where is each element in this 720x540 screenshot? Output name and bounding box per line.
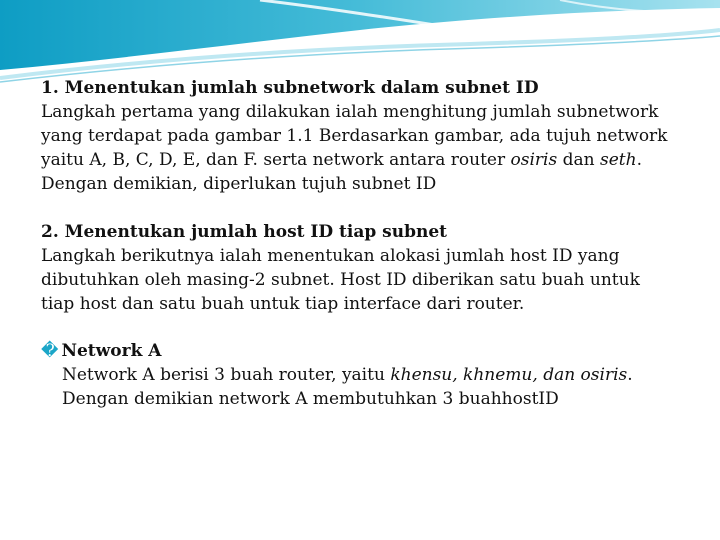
- network-a-bullet: [41, 339, 681, 363]
- network-a-line: [41, 363, 681, 387]
- spacer: [41, 196, 681, 220]
- section2-line: tiap host dan satu buah untuk tiap interface dari router.: [41, 294, 525, 314]
- spacer: [41, 316, 681, 339]
- section1-line: Langkah pertama yang dilakukan ialah menghitung jumlah subnetwork: [41, 102, 659, 122]
- router-name-seth: seth: [600, 150, 637, 170]
- line-text: .: [636, 150, 642, 170]
- section1-heading: 1. Menentukan jumlah subnetwork dalam subnet ID: [41, 78, 539, 98]
- section1-line: Dengan demikian, diperlukan tujuh subnet ID: [41, 174, 437, 194]
- router-name-osiris: osiris: [510, 150, 558, 170]
- section2-heading: 2. Menentukan jumlah host ID tiap subnet: [41, 222, 447, 242]
- line-text: Network A berisi 3 buah router, yaitu: [62, 365, 391, 385]
- section2-line: Langkah berikutnya ialah menentukan alokasi jumlah host ID yang: [41, 246, 620, 266]
- box-bullet-icon: �: [41, 341, 59, 361]
- router-names: khensu, khnemu, dan osiris: [390, 365, 628, 385]
- line-text: dan: [557, 150, 600, 170]
- section1-line: [41, 148, 681, 172]
- network-a-line: Dengan demikian network A membutuhkan 3 buahhostID: [62, 389, 559, 409]
- section1-line: yang terdapat pada gambar 1.1 Berdasarkan gambar, ada tujuh network: [41, 126, 668, 146]
- line-text: .: [627, 365, 633, 385]
- section2-line: dibutuhkan oleh masing-2 subnet. Host ID diberikan satu buah untuk: [41, 270, 640, 290]
- slide-body: [41, 76, 681, 411]
- network-a-heading: Network A: [61, 341, 162, 361]
- line-text: yaitu A, B, C, D, E, dan F. serta network antara router: [41, 150, 511, 170]
